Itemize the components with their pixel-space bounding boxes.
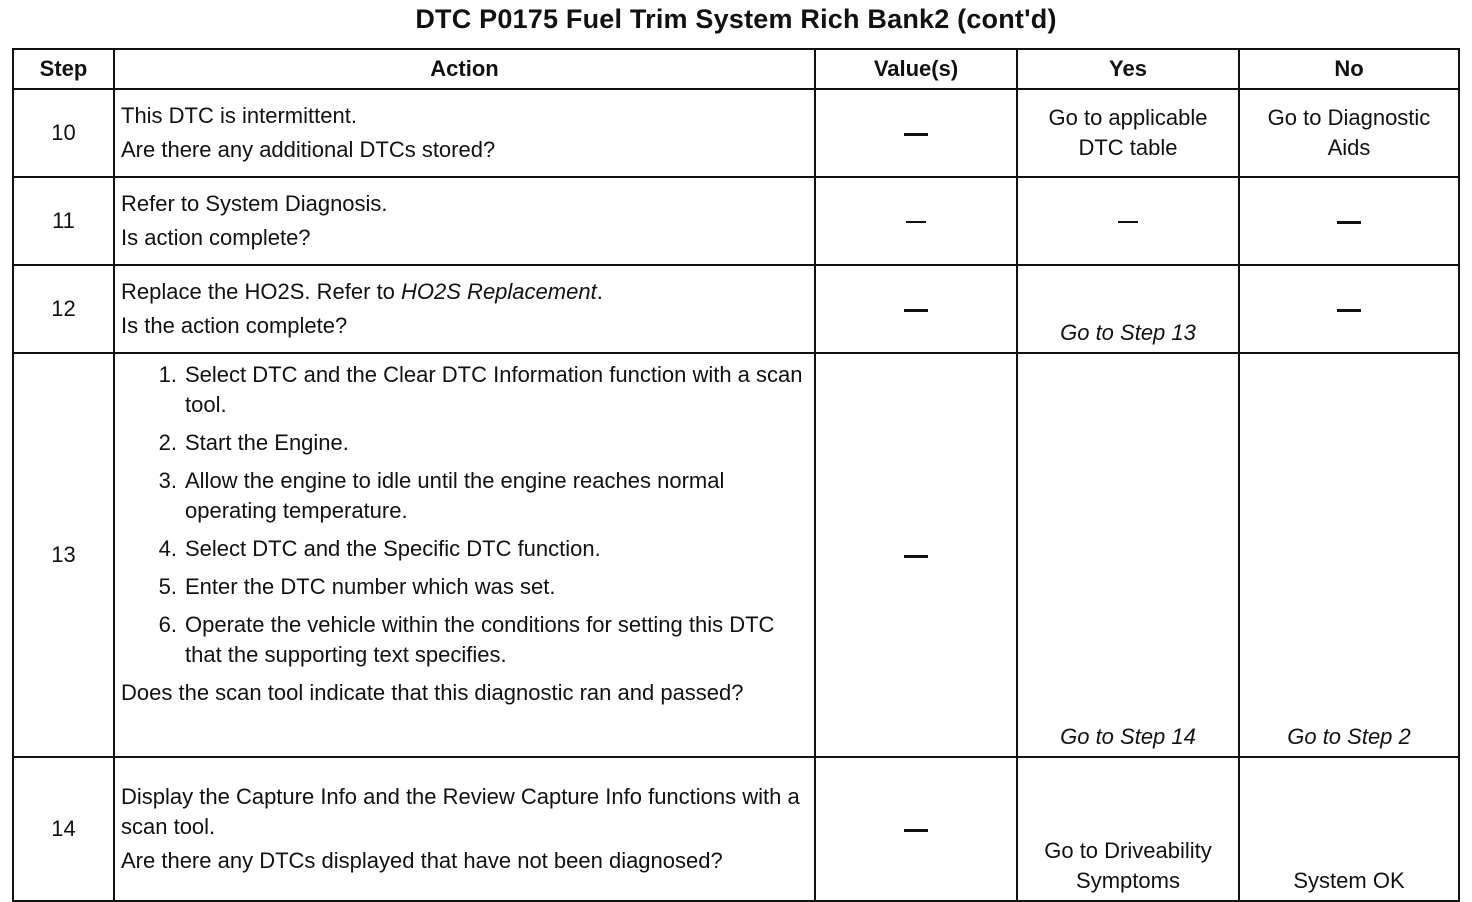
step-number: 10 [13, 89, 114, 177]
table-row [13, 353, 1459, 757]
list-item: 3. Allow the engine to idle until the engine reaches normal operating temperature. [158, 468, 725, 523]
action-cell [114, 757, 815, 901]
action-text: This DTC is intermittent. [121, 103, 357, 128]
dash-mark [906, 221, 926, 223]
dash-mark [1337, 221, 1361, 224]
action-question: Are there any DTCs displayed that have not been diagnosed? [121, 848, 723, 873]
no-cell [1239, 177, 1459, 265]
action-cell [114, 177, 815, 265]
diagnostic-table [12, 48, 1460, 902]
table-header-row [13, 49, 1459, 89]
list-item: 2. Start the Engine. [158, 430, 349, 455]
value-cell [815, 757, 1017, 901]
dash-mark [904, 309, 928, 312]
yes-cell[interactable]: Go to Step 13 [1017, 265, 1239, 353]
substep-list [121, 360, 808, 670]
table-row [13, 757, 1459, 901]
action-cell [114, 265, 815, 353]
action-question: Does the scan tool indicate that this diagnostic ran and passed? [121, 680, 744, 705]
action-cell [114, 89, 815, 177]
value-cell [815, 89, 1017, 177]
value-cell [815, 353, 1017, 757]
list-item: 6. Operate the vehicle within the conditions for setting this DTC that the supporting text specifies. [158, 612, 775, 667]
yes-cell[interactable]: Go to Step 14 [1017, 353, 1239, 757]
step-number: 11 [13, 177, 114, 265]
value-cell [815, 265, 1017, 353]
action-cell [114, 353, 815, 757]
yes-cell[interactable]: Go to Driveability Symptoms [1017, 757, 1239, 901]
table-row [13, 89, 1459, 177]
dash-mark [1337, 309, 1361, 312]
no-cell: System OK [1239, 757, 1459, 901]
action-question: Is the action complete? [121, 313, 348, 338]
header-values: Value(s) [815, 49, 1017, 89]
header-step: Step [13, 49, 114, 89]
dash-mark [1118, 221, 1138, 223]
table-row [13, 177, 1459, 265]
list-item: 4. Select DTC and the Specific DTC function. [158, 536, 601, 561]
action-text: Replace the HO2S. Refer to HO2S Replacement. [121, 279, 603, 304]
value-cell [815, 177, 1017, 265]
no-cell: Go to Diagnostic Aids [1239, 89, 1459, 177]
header-no: No [1239, 49, 1459, 89]
action-question: Is action complete? [121, 225, 311, 250]
step-number: 14 [13, 757, 114, 901]
list-item: 1. Select DTC and the Clear DTC Information function with a scan tool. [158, 362, 803, 417]
step-number: 13 [13, 353, 114, 757]
action-text: Refer to System Diagnosis. [121, 191, 388, 216]
dash-mark [904, 133, 928, 136]
step-number: 12 [13, 265, 114, 353]
page-title: DTC P0175 Fuel Trim System Rich Bank2 (cont'd) [415, 4, 1057, 34]
list-item: 5. Enter the DTC number which was set. [158, 574, 556, 599]
yes-cell: Go to applicable DTC table [1017, 89, 1239, 177]
table-row [13, 265, 1459, 353]
dash-mark [904, 555, 928, 558]
header-yes: Yes [1017, 49, 1239, 89]
action-text: Display the Capture Info and the Review Capture Info functions with a scan tool. [121, 784, 800, 839]
no-cell[interactable]: Go to Step 2 [1239, 353, 1459, 757]
hyperlink-ho2s-replacement[interactable]: HO2S Replacement [401, 279, 597, 304]
yes-cell [1017, 177, 1239, 265]
no-cell [1239, 265, 1459, 353]
action-question: Are there any additional DTCs stored? [121, 137, 496, 162]
header-action: Action [114, 49, 815, 89]
dash-mark [904, 829, 928, 832]
